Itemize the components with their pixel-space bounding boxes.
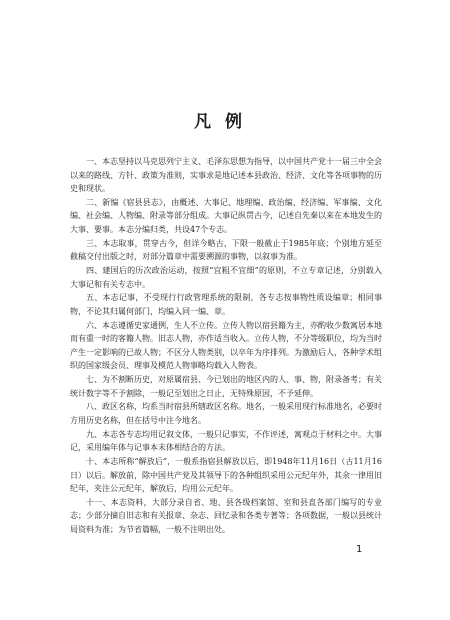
paragraph: 一、本志坚持以马克思列宁主义、毛泽东思想为指导，以中国共产党十一届三中全会以来的路线、方针、政策为准则，实事求是地记述本县政治、经济、文化等各项事物的历史和现状。 [70,157,382,194]
paragraph: 十一、本志资料，大部分录自省、地、县各级档案馆、室和县直各部门编写的专业志；少部分摘自旧志和有关报章、杂志、回忆录和各类专著等；各项数据，一般以县统计局资料为准；为节省篇幅，一般不注明出处。 [70,497,382,534]
page-number: 1 [356,544,363,555]
paragraph: 十、本志所称“解放后”，一般系指宿县解放以后，即1948年11月16日（古11月16日）以后。解放前，除中国共产党及其领导下的各种组织采用公元纪年外，其余一律用旧纪年，夹注公元纪年，解放后，均用公元纪年。 [70,456,382,494]
paragraph: 九、本志各专志均用记叙文体，一般只记事实，不作评述，寓观点于材料之中。大事记，采用编年体与记事本末体相结合的方法。 [70,429,382,453]
paragraph: 七、为不割断历史，对原属宿县、今已划出的地区内的人、事、物，附录备考；有关统计数字等不予割除，一般记至划出之日止，无特殊原因，不予延伸。 [70,375,382,398]
paragraph: 六、本志遵循史家通例，生人不立传。立传人物以宿县籍为主，亦酌收少数寓居本地而有重一时的客籍人物。旧志人物，亦作适当收入。立传人物，不分等级职位，均为当时产生一定影响的已故人物；不区分人物类别，以卒年为序排列。为激励后人，各种学术组织的国家级会员、理事及模范人物事略均载入人物表。 [70,320,382,371]
paragraph: 三、本志取事，贯穿古今，但详今略古，下限一般截止于1985年底；个别地方延至截稿交付出版之时，对部分篇章中需要溯源的事物，以叙事为准。 [70,238,382,262]
paragraph: 四、建国后的历次政治运动，按照“宜粗不宜细”的原则，不立专章记述，分别载入大事记和有关专志中。 [70,266,382,289]
page-title: 凡例 [194,112,256,132]
paragraph: 八、政区名称，均系当时宿县所辖政区名称。地名，一般采用现行标准地名，必要时方用历史名称，但在括号中注今地名。 [70,402,382,425]
paragraph: 二、新编《宿县县志》，由概述、大事记、地理编、政治编、经济编、军事编、文化编、社会编、人物编、附录等部分组成。大事记纵贯古今，记述自先秦以来在本地发生的大事、要事。本志分编归类，共设47个专志。 [70,197,382,235]
body-text [70,155,382,537]
paragraph: 五、本志记事，不受现行行政管理系统的限制，各专志按事物性质设编章；相同事物，不论其归属何部门，均编入同一编、章。 [70,293,382,316]
